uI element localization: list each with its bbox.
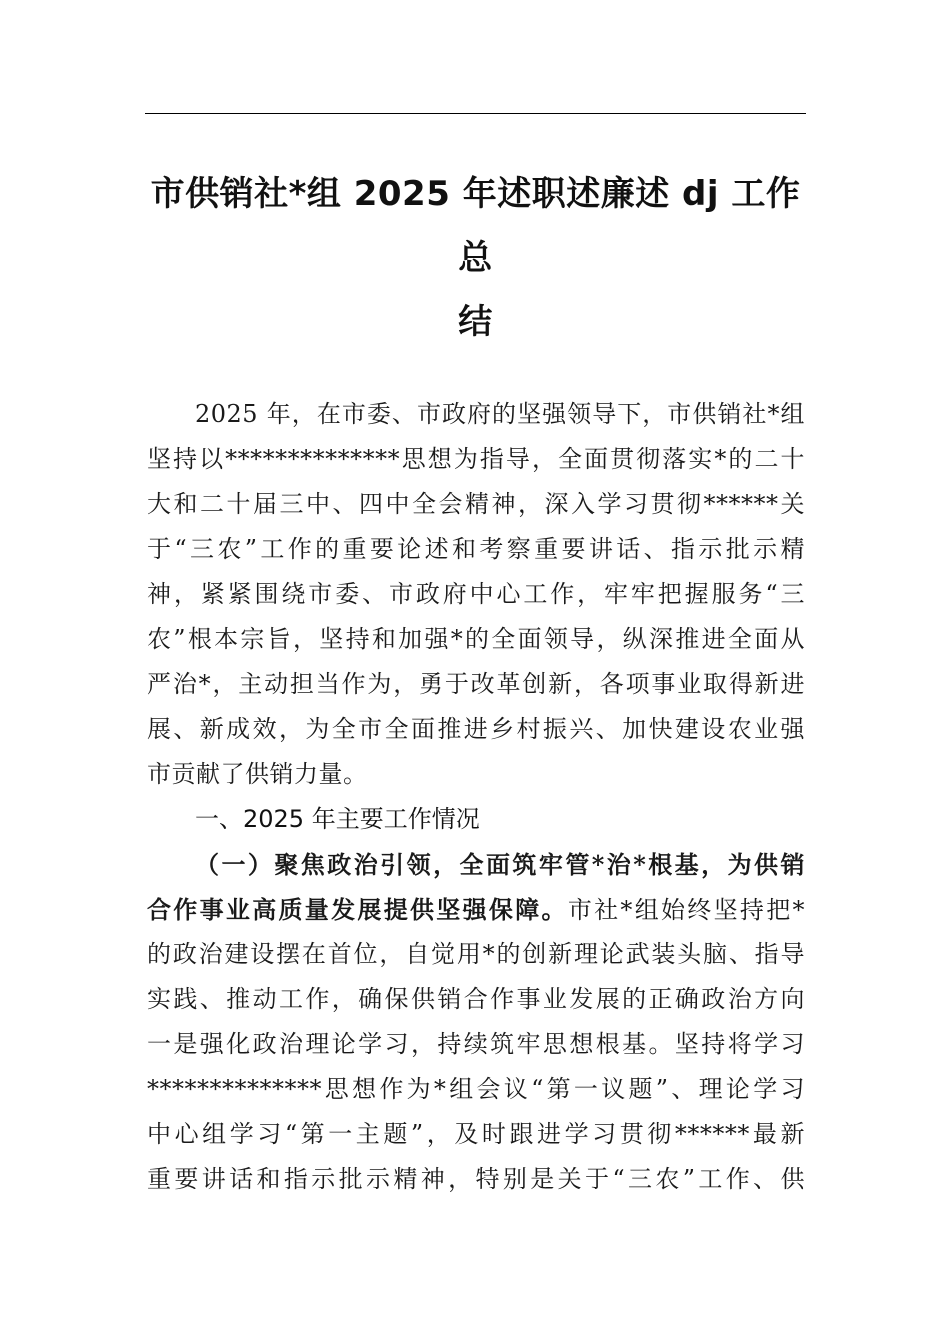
title-line-1: 市供销社*组 2025 年述职述廉述 dj 工作总 <box>150 174 801 278</box>
paragraph-line: 市贡献了供销力量。 <box>147 760 368 788</box>
section-heading: 一、2025 年主要工作情况 <box>195 805 480 833</box>
paragraph-line: 一是强化政治理论学习，持续筑牢思想根基。坚持将学习 <box>147 1030 805 1058</box>
paragraph-line <box>147 887 805 932</box>
paragraph-line: 严治*，主动担当作为，勇于改革创新，各项事业取得新进 <box>147 670 805 698</box>
paragraph-line: 大和二十届三中、四中全会精神，深入学习贯彻******关 <box>147 490 805 518</box>
paragraph-line: 中心组学习“第一主题”，及时跟进学习贯彻******最新 <box>147 1120 805 1148</box>
paragraph-line: 于“三农”工作的重要论述和考察重要讲话、指示批示精 <box>147 535 805 563</box>
paragraph-line: 农”根本宗旨，坚持和加强*的全面领导，纵深推进全面从 <box>147 625 805 653</box>
document-title <box>145 162 806 354</box>
paragraph-text: 市社*组始终坚持把* <box>567 896 806 924</box>
subsection-heading-tail: 合作事业高质量发展提供坚强保障。 <box>147 895 568 924</box>
paragraph-line: 的政治建设摆在首位，自觉用*的创新理论武装头脑、指导 <box>147 940 805 968</box>
paragraph-line: **************思想作为*组会议“第一议题”、理论学习 <box>147 1075 805 1103</box>
paragraph-line: 实践、推动工作，确保供销合作事业发展的正确政治方向 <box>147 985 805 1013</box>
header-rule <box>145 113 806 114</box>
subsection-heading-line: （一）聚焦政治引领，全面筑牢管*治*根基，为供销 <box>195 850 805 879</box>
subsection-paragraph <box>147 842 805 1202</box>
paragraph-line: 坚持以**************思想为指导，全面贯彻落实*的二十 <box>147 445 805 473</box>
paragraph-line: 展、新成效，为全市全面推进乡村振兴、加快建设农业强 <box>147 715 805 743</box>
paragraph-line: 重要讲话和指示批示精神，特别是关于“三农”工作、供 <box>147 1165 805 1193</box>
title-line-2: 结 <box>458 302 493 342</box>
paragraph-line: 2025 年，在市委、市政府的坚强领导下，市供销社*组 <box>195 400 805 428</box>
intro-paragraph <box>147 392 805 797</box>
document-body <box>147 392 805 1202</box>
paragraph-line: 神，紧紧围绕市委、市政府中心工作，牢牢把握服务“三 <box>147 580 805 608</box>
